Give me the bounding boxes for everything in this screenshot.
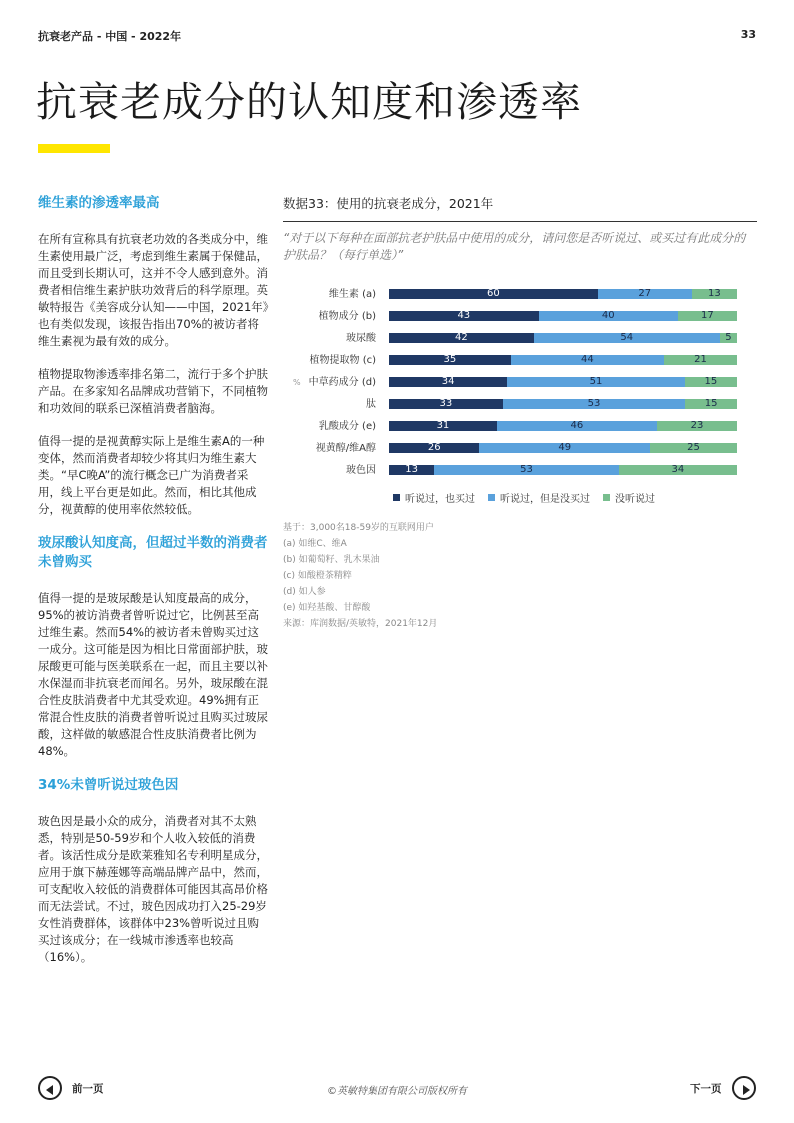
bar-segment	[664, 355, 737, 365]
data-label: 13	[708, 288, 721, 299]
data-label: 15	[704, 376, 718, 387]
copyright: ©英敏特集团有限公司版权所有	[327, 1086, 467, 1097]
figure-header	[283, 194, 757, 264]
data-label: 54	[620, 332, 634, 343]
figure-title: 数据33：使用的抗衰老成分，2021年	[283, 196, 494, 211]
percent-axis-mark: %	[293, 378, 301, 387]
legend-label: 听说过，也买过	[405, 494, 475, 505]
bar-segment	[650, 443, 737, 453]
bar-track	[389, 421, 737, 431]
data-label: 46	[570, 420, 584, 431]
note-source: 来源：库润数据/英敏特，2021年12月	[283, 619, 438, 629]
bar-track	[389, 443, 737, 453]
data-label: 40	[601, 310, 615, 321]
bar-segment	[389, 399, 503, 409]
bar-category-label: 维生素 (a)	[328, 289, 376, 300]
data-label: 53	[520, 464, 533, 475]
bar-category-label: 玻色因	[346, 465, 376, 476]
note-c: (c) 如酸橙茶精粹	[283, 571, 352, 581]
data-label: 43	[457, 310, 471, 321]
note-a: (a) 如维C、维A	[283, 539, 347, 549]
bar-track	[389, 377, 737, 387]
bar-segment	[389, 289, 598, 299]
bar-category-label: 肽	[366, 399, 376, 410]
bar-segment	[720, 333, 737, 343]
section-heading-vitamins: 维生素的渗透率最高	[38, 195, 160, 211]
section-heading-pro-xylane: 34%未曾听说过玻色因	[38, 777, 179, 793]
legend-swatch	[393, 494, 400, 501]
bar-segment	[479, 443, 650, 453]
bar-segment	[685, 377, 737, 387]
bar-segment	[389, 443, 479, 453]
data-label: 23	[690, 420, 704, 431]
survey-question: “对于以下每种在面部抗老护肤品中使用的成分，请问您是否听说过、或买过有此成分的护肤品？（每行单选）”	[283, 231, 746, 262]
data-label: 26	[427, 442, 441, 453]
data-label: 53	[587, 398, 601, 409]
legend-label: 听说过，但是没买过	[500, 494, 590, 505]
data-label: 31	[436, 420, 450, 431]
bar-segment	[389, 465, 434, 475]
bar-track	[389, 333, 737, 343]
paragraph-vitamins: 在所有宣称具有抗衰老功效的各类成分中，维生素使用最广泛，考虑到维生素属于保健品，而且受到长期认可，这并不令人感到意外。消费者相信维生素护肤功效背后的科学原理。英敏特报告《美容成分认知——中国，2021年》也有类似发现，该报告指出70%的被访者将维生素视为最有效的成分。	[38, 232, 269, 348]
data-label: 35	[443, 354, 457, 365]
next-page-link[interactable]: 下一页	[690, 1083, 722, 1095]
note-b: (b) 如葡萄籽、乳木果油	[283, 555, 380, 565]
data-label: 27	[638, 288, 652, 299]
data-label: 17	[701, 310, 714, 321]
bar-segment	[685, 399, 737, 409]
section-heading-hyaluronic: 玻尿酸认知度高，但超过半数的消费者未曾购买	[38, 535, 268, 570]
data-label: 60	[487, 288, 500, 299]
bar-category-label: 乳酸成分 (e)	[318, 421, 376, 432]
bar-track	[389, 289, 737, 299]
figure-notes	[283, 520, 583, 632]
left-column	[38, 194, 270, 982]
legend-swatch	[603, 494, 610, 501]
bar-segment	[511, 355, 664, 365]
bar-row	[283, 284, 757, 306]
bar-row	[283, 416, 757, 438]
data-label: 33	[439, 398, 453, 409]
bar-segment	[619, 465, 737, 475]
bar-segment	[497, 421, 657, 431]
bar-category-label: 中草药成分 (d)	[308, 377, 376, 388]
bar-segment	[598, 289, 692, 299]
chart-legend	[393, 490, 655, 505]
bar-segment	[389, 311, 539, 321]
bar-segment	[507, 377, 684, 387]
bar-segment	[692, 289, 737, 299]
bar-row	[283, 328, 757, 350]
title-accent-bar	[38, 144, 110, 153]
bar-row	[283, 460, 757, 482]
bar-segment	[389, 421, 497, 431]
prev-page-link[interactable]: 前一页	[72, 1083, 104, 1095]
data-label: 44	[580, 354, 594, 365]
bar-segment	[539, 311, 678, 321]
bar-segment	[389, 377, 507, 387]
note-d: (d) 如人参	[283, 587, 326, 597]
bar-category-label: 玻尿酸	[346, 333, 376, 344]
bar-segment	[534, 333, 720, 343]
stacked-bar-chart	[283, 284, 757, 514]
header-left: 抗衰老产品 - 中国 - 2022年	[38, 30, 182, 43]
note-base: 基于：3,000名18-59岁的互联网用户	[283, 523, 434, 533]
legend-item	[603, 490, 655, 505]
arrow-right-icon	[743, 1085, 750, 1095]
bar-segment	[389, 333, 534, 343]
bar-category-label: 植物提取物 (c)	[309, 355, 376, 366]
paragraph-retinol: 值得一提的是视黄醇实际上是维生素A的一种变体，然而消费者却较少将其归为维生素大类。“早C晚A”的流行概念已广为消费者采用，线上平台更是如此。然而，相比其他成分，视黄醇的使用率依然较低。	[38, 434, 265, 516]
data-label: 34	[671, 464, 685, 475]
data-label: 34	[441, 376, 455, 387]
paragraph-hyaluronic: 值得一提的是玻尿酸是认知度最高的成分，95%的被访消费者曾听说过它，比例甚至高过维生素。然而54%的被访者未曾购买过这一成分。这可能是因为相比日常面部护肤，玻尿酸更可能与医美联系在一起，而且主要以补水保湿而非抗衰老而闻名。另外，玻尿酸在混合性皮肤消费者中尤其受欢迎。49%拥有正常混合性皮肤的消费者曾听说过且购买过玻尿酸，这样做的敏感混合性皮肤消费者比例为48%。	[38, 591, 268, 758]
data-label: 42	[454, 332, 468, 343]
paragraph-plant-extracts: 植物提取物渗透率排名第二，流行于多个护肤产品。在多家知名品牌成功营销下，不同植物和功效间的联系已深植消费者脑海。	[38, 367, 268, 415]
bar-segment	[389, 355, 511, 365]
bar-row	[283, 372, 757, 394]
bar-row	[283, 394, 757, 416]
bar-category-label: 视黄醇/维A醇	[315, 443, 376, 454]
figure-divider	[283, 221, 757, 222]
legend-item	[393, 490, 475, 505]
legend-label: 没听说过	[615, 494, 655, 505]
legend-swatch	[488, 494, 495, 501]
data-label: 49	[558, 442, 572, 453]
bar-category-label: 植物成分 (b)	[318, 311, 376, 322]
footer	[0, 1076, 794, 1106]
page-number: 33	[740, 28, 756, 41]
bar-segment	[434, 465, 618, 475]
data-label: 25	[687, 442, 700, 453]
bar-track	[389, 399, 737, 409]
page-title: 抗衰老成分的认知度和渗透率	[36, 78, 582, 126]
bar-row	[283, 350, 757, 372]
data-label: 5	[725, 332, 732, 343]
bar-track	[389, 355, 737, 365]
bar-track	[389, 465, 737, 475]
data-label: 21	[694, 354, 707, 365]
bar-segment	[678, 311, 737, 321]
next-page-button[interactable]	[732, 1076, 756, 1100]
legend-item	[488, 490, 590, 505]
bar-segment	[503, 399, 686, 409]
bar-row	[283, 438, 757, 460]
bar-row	[283, 306, 757, 328]
note-e: (e) 如羟基酸、甘醇酸	[283, 603, 371, 613]
data-label: 15	[704, 398, 718, 409]
bar-segment	[657, 421, 737, 431]
bar-track	[389, 311, 737, 321]
data-label: 13	[405, 464, 418, 475]
paragraph-pro-xylane: 玻色因是最小众的成分，消费者对其不太熟悉，特别是50-59岁和个人收入较低的消费者。该活性成分是欧莱雅知名专利明星成分，应用于旗下赫莲娜等高端品牌产品中，然而，可支配收入较低的消费群体可能因其高昂价格而无法尝试。不过，玻色因成功打入25-29岁女性消费群体，该群体中23%曾听说过且购买过该成分；在一线城市渗透率也较高（16%）。	[38, 814, 268, 964]
data-label: 51	[589, 376, 603, 387]
